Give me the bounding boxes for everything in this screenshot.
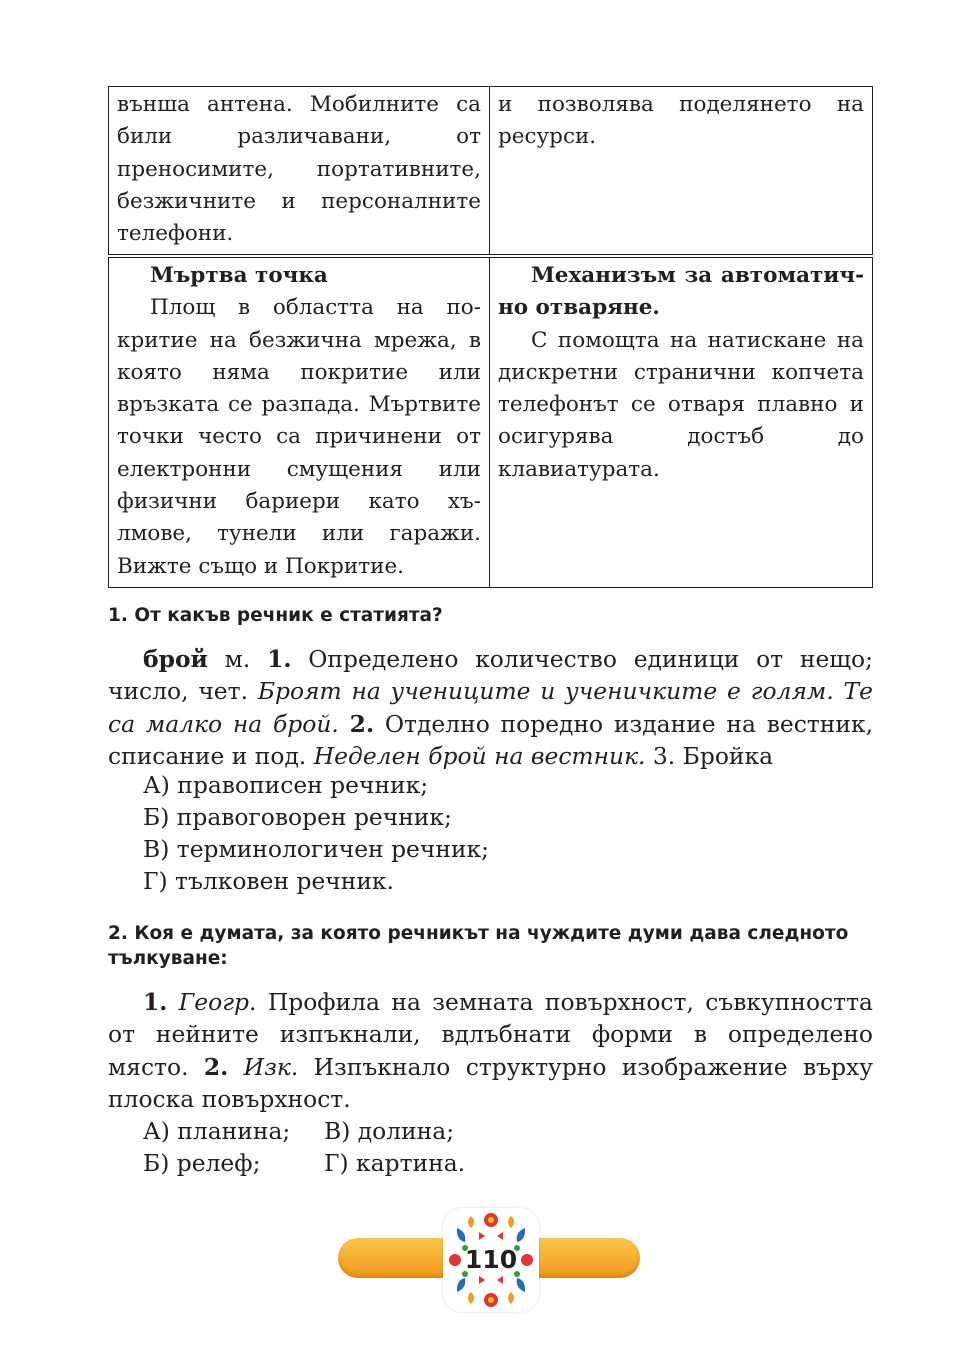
table-cell-right (490, 87, 873, 255)
definition-table-top (108, 86, 873, 255)
cell-text: и позволява поделянето на ресурси. (498, 92, 864, 150)
table-cell-right (490, 258, 873, 588)
term-definition: Площ в областта на покритие на безжична мрежа, в която няма покритие или връзката се разпада. Мъртвите точки често са причинени от електронни смущения или физични бариери като хълмове, тунели или гаражи. Вижте също и Покритие. (117, 295, 481, 579)
answer-option[interactable]: В) долина; (324, 1117, 455, 1145)
answer-option[interactable]: А) планина; (143, 1117, 291, 1145)
question-2: 2. Коя е думата, за която речникът на чуждите думи дава следното тълкуване: (108, 923, 849, 969)
question-1: 1. От какъв речник е статията? (108, 605, 443, 626)
page-number-badge (443, 1208, 539, 1312)
cell-text: външа антена. Мобилните са били различавани, от преносимите, портативните, безжичните и персоналните телефони. (117, 92, 481, 247)
table-cell-left (109, 258, 490, 588)
answer-option[interactable]: Г) картина. (324, 1149, 466, 1177)
table-cell-left (109, 87, 490, 255)
term-heading: Мъртва точка (150, 263, 328, 288)
answer-option[interactable]: Б) правоговорен речник; (143, 803, 452, 831)
dictionary-entry-2: 1. Геогр. Профила на земната повърхност, съвкупността от нейните изпъкнали, вдлъбнати форми в определено място. 2. Изк. Изпъкнало структурно изображение върху плоска повърхност. (108, 988, 873, 1113)
term-definition: С помощта на натискане на дискретни странични копчета телефонът се отваря плавно и осигурява достъб до клавиатурата. (498, 327, 864, 482)
term-heading: Механизъм за автоматично отваряне. (498, 263, 864, 321)
answer-option[interactable]: А) правописен речник; (143, 771, 429, 799)
page-number: 110 (464, 1245, 518, 1274)
answer-option[interactable]: Б) релеф; (143, 1149, 261, 1177)
dictionary-entry-1: брой м. 1. Определено количество единици от нещо; число, чет. Броят на учениците и ученичките е голям. Те са малко на брой. 2. Отделно поредно издание на вестник, списание и под. Неделен брой на вестник. 3. Бройка (108, 645, 874, 770)
answer-option[interactable]: В) терминологичен речник; (143, 835, 490, 863)
definition-table-bottom (108, 257, 873, 588)
answer-option[interactable]: Г) тълковен речник. (143, 867, 394, 895)
